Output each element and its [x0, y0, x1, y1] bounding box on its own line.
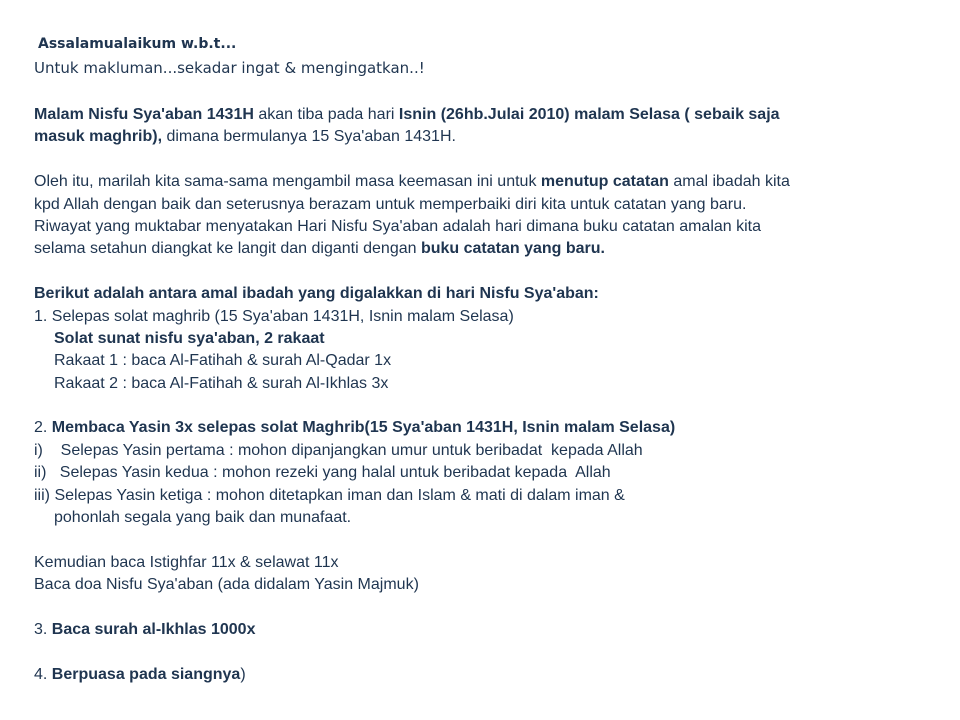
- text: selama setahun diangkat ke langit dan diganti dengan: [34, 240, 421, 258]
- text: dimana bermulanya 15 Sya'aban 1431H.: [162, 128, 456, 146]
- text: ): [240, 665, 246, 683]
- para2-line3: Riwayat yang muktabar menyatakan Hari Nisfu Sya'aban adalah hari dimana buku catatan amalan kita: [34, 217, 762, 235]
- text-bold: buku catatan yang baru.: [420, 240, 605, 258]
- list-number: 2.: [34, 419, 52, 437]
- list-item-2: [34, 417, 939, 439]
- para2-line4: [34, 238, 939, 260]
- para1-line1: [34, 104, 939, 126]
- list-number: 3.: [34, 620, 52, 638]
- list-item-2-sub: i) Selepas Yasin pertama : mohon dipanjangkan umur untuk beribadat kepada Allah: [34, 441, 643, 459]
- spacer: [34, 261, 939, 283]
- document-body: [34, 104, 939, 686]
- list-item-1: 1. Selepas solat maghrib (15 Sya'aban 1431H, Isnin malam Selasa): [34, 307, 514, 325]
- para1-line2: [34, 126, 939, 148]
- para2-line2: kpd Allah dengan baik dan seterusnya berazam untuk memperbaiki diri kita untuk catatan yang baru.: [34, 195, 747, 213]
- list-item-2-sub-cont: pohonlah segala yang baik dan munafaat.: [54, 509, 352, 527]
- text: akan tiba pada hari: [253, 106, 399, 123]
- after-line1: Kemudian baca Istighfar 11x & selawat 11x: [34, 553, 339, 571]
- text-bold: Berpuasa pada siangnya: [51, 665, 241, 683]
- text-bold: Isnin (26hb.Julai 2010) malam Selasa ( sebaik saja: [398, 106, 780, 123]
- spacer: [34, 149, 939, 171]
- para2-line1: [34, 171, 939, 193]
- after-line2: Baca doa Nisfu Sya'aban (ada didalam Yasin Majmuk): [34, 576, 419, 594]
- text-bold: Malam Nisfu Sya'aban 1431H: [34, 106, 254, 123]
- text-bold: menutup catatan: [540, 173, 669, 191]
- text-bold: Baca surah al-Ikhlas 1000x: [51, 620, 256, 638]
- list-item-1-sub: Rakaat 1 : baca Al-Fatihah & surah Al-Qadar 1x: [54, 352, 392, 370]
- spacer: [34, 641, 939, 663]
- list-item-4: [34, 664, 939, 686]
- greeting-subline: Untuk makluman...sekadar ingat & mengingatkan..!: [34, 59, 425, 77]
- list-item-2-sub: iii) Selepas Yasin ketiga : mohon ditetapkan iman dan Islam & mati di dalam iman &: [34, 486, 625, 504]
- text: amal ibadah kita: [668, 173, 790, 191]
- list-item-1-sub-bold: Solat sunat nisfu sya'aban, 2 rakaat: [54, 329, 325, 347]
- text-bold: Membaca Yasin 3x selepas solat Maghrib(15 Sya'aban 1431H, Isnin malam Selasa): [51, 419, 676, 437]
- list-heading: Berikut adalah antara amal ibadah yang digalakkan di hari Nisfu Sya'aban:: [34, 285, 599, 303]
- spacer: [34, 395, 939, 417]
- spacer: [34, 529, 939, 551]
- spacer: [34, 597, 939, 619]
- list-item-1-sub: Rakaat 2 : baca Al-Fatihah & surah Al-Ikhlas 3x: [54, 374, 389, 392]
- list-item-2-sub: ii) Selepas Yasin kedua : mohon rezeki yang halal untuk beribadat kepada Allah: [34, 464, 611, 482]
- text-bold: masuk maghrib),: [34, 128, 163, 146]
- list-number: 4.: [34, 665, 52, 683]
- text: Oleh itu, marilah kita sama-sama mengambil masa keemasan ini untuk: [34, 173, 541, 191]
- greeting-line: Assalamualaikum w.b.t...: [38, 36, 237, 52]
- list-item-3: [34, 619, 939, 641]
